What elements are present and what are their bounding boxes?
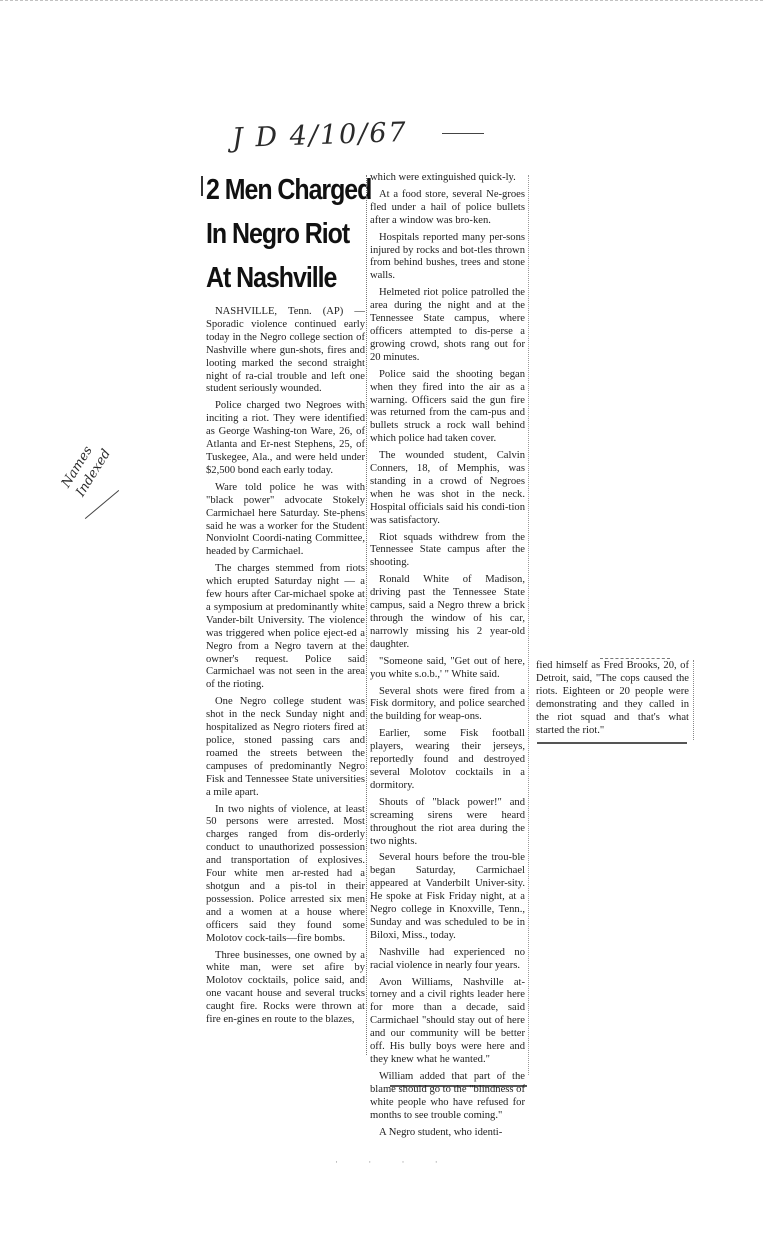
paragraph: Several hours before the trou-ble began Saturday, Carmichael appeared at Vanderbilt Univer-sity. He spoke at Fisk Friday night, at a Negro college in Knoxville, Tenn., Sunday and was scheduled to be in Biloxi, Miss., today. [370,852,525,941]
paragraph: "Someone said, "Get out of here, you white s.o.b.,' " White said. [370,655,525,680]
paragraph: A Negro student, who identi- [379,1126,503,1138]
paragraph: At a food store, several Ne-groes fled under a hail of police bullets after a window was bro-ken. [370,188,525,226]
clipping-border [0,0,763,7]
paragraph: In two nights of violence, at least 50 persons were arrested. Most charges ranged from dis-orderly conduct to unauthorized possession and transportation of explosives. Four white men ar-rested had a shotgun and a pis-tol in their possession. Police arrested six men and a women at a house where officers said they found some Molotov cock-tails—fire bombs. [206,803,365,944]
column-rule [528,175,530,1075]
paragraph: Helmeted riot police patrolled the area during the night and at the Tennessee State campus, where officers attempted to dis-perse a growing crowd, shots rang out for 20 minutes. [370,287,525,363]
paragraph: Ware told police he was with "black power" advocate Stokely Carmichael here Saturday. Ste-phens said he was a worker for the Student Nonviolnt Coordi-nating Committee, headed by Carmichael. [206,481,365,558]
paragraph: Earlier, some Fisk football players, wearing their jerseys, reportedly found and destroyed several Molotov cocktails in a dormitory. [370,728,525,791]
handwritten-date: J D 4/10/67 [231,116,409,155]
paragraph: NASHVILLE, Tenn. (AP) — Sporadic violence continued early today in the Negro college section of Nashville where gun-shots, fires and looting marked the second straight night of ra-cial trouble and left one student seriously wounded. [206,306,365,395]
paragraph: Shouts of "black power!" and screaming sirens were heard throughout the riot area during the two nights. [370,796,525,847]
paragraph: William added that part of the blame should go to the "blindness of white people who have refused for months to see trouble coming." [370,1070,525,1121]
paragraph: Hospitals reported many per-sons injured by rocks and bot-tles thrown from behind bushes, trees and stone walls. [370,231,525,282]
paragraph: Riot squads withdrew from the Tennessee State campus after the shooting. [370,531,525,569]
headline-line-3: At Nashville [206,262,337,294]
column-end-rule [537,742,687,744]
paragraph: The wounded student, Calvin Conners, 18, of Memphis, was standing in a crowd of Negroes when he was shot in the neck. Hospital officials said his condi-tion was satisfactory. [370,450,525,526]
paragraph: Avon Williams, Nashville at-torney and a civil rights leader here for more than a decade, said Carmichael "should stay out of here and our community will be better off. His bully boys were here and they knew what he wanted." [370,976,525,1065]
margin-mark [201,176,203,196]
article-column-3 [536,660,689,741]
scan-specks: · · · · [335,1157,452,1167]
paragraph: fied himself as Fred Brooks, 20, of Detroit, said, "The cops caused the riots. Eighteen or 20 people were demonstrating and they called in the riot squad and that's what started the riot." [536,660,689,736]
paragraph: The charges stemmed from riots which erupted Saturday night — a few hours after Car-michael spoke at a symposium at predominantly white Vander-bilt University. The violence was triggered when police eject-ed a Negro from a Negro tavern at the owner's request. Police said Carmichael was not seen in the area of the rioting. [206,563,365,691]
paragraph: Several shots were fired from a Fisk dormitory, and police searched the building for weap-ons. [370,685,525,723]
handwritten-names-indexed: Names Indexed [58,443,115,500]
article-headline [206,168,372,300]
column-rule [366,175,368,1055]
paragraph: Police said the shooting began when they fired into the air as a warning. Officers said the gun fire was returned from the cam-pus and bullets struck a rock wall behind which police had taken cover. [370,368,525,445]
paragraph: Police charged two Negroes with inciting a riot. They were identified as George Washing-ton Ware, 26, of Atlanta and Er-nest Stephens, 25, of Tuskegee, Ala., and were held under $2,500 bond each early today. [206,400,365,476]
paragraph: which were extinguished quick-ly. [370,172,516,183]
paragraph: One Negro college student was shot in the neck Sunday night and hospitalized as Negro rioters fired at police, stoned passing cars and roamed the streets between the campuses of predominantly Negro Fisk and Tennessee State universities a mile apart. [206,696,365,798]
paragraph: Nashville had experienced no racial violence in nearly four years. [370,946,525,971]
headline-line-2: In Negro Riot [206,218,350,250]
headline-line-1: 2 Men Charged [206,174,372,206]
paragraph: Three businesses, one owned by a white man, were set afire by Molotov cocktails, police said, and one vacant house and several trucks caught fire. Rocks were thrown at fire en-gines en route to the blazes, [206,949,365,1026]
article-column-1 [206,306,365,1031]
handwritten-dash [442,133,484,134]
article-column-2 [370,172,525,1143]
paragraph: Ronald White of Madison, driving past the Tennessee State campus, said a Negro threw a brick through the window of his car, narrowly missing his 2 year-old daughter. [370,574,525,650]
column-rule [693,660,695,740]
